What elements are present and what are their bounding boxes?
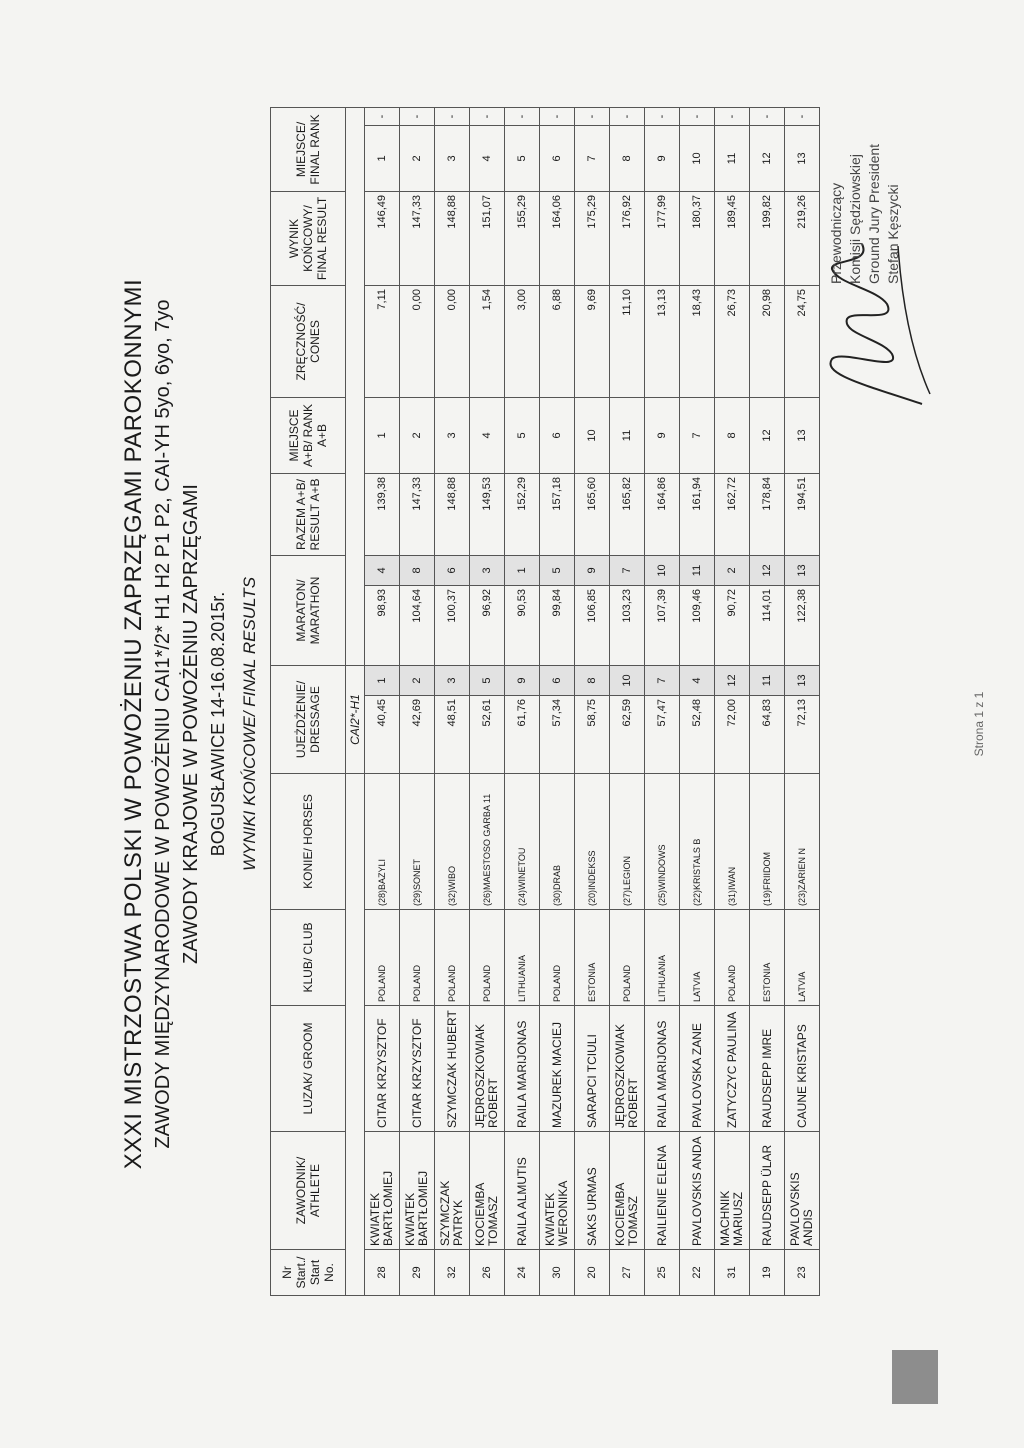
final-rank: 6 xyxy=(540,125,575,191)
club-name: LITHUANIA xyxy=(645,910,680,1006)
cones-score: 9,69 xyxy=(575,285,610,397)
athlete-name: RAILA ALMUTIS xyxy=(505,1132,540,1250)
final-rank: 7 xyxy=(575,125,610,191)
horse-name: (29)SONET xyxy=(400,774,435,910)
prize: - xyxy=(540,107,575,125)
marathon-score: 103,23 xyxy=(610,585,645,665)
cones-score: 6,88 xyxy=(540,285,575,397)
result-ab: 152,29 xyxy=(505,473,540,555)
marathon-score: 104,64 xyxy=(400,585,435,665)
groom-name: RAUDSEPP IMRE xyxy=(750,1006,785,1132)
horse-name: (22)KRISTALS B xyxy=(680,774,715,910)
dressage-rank: 4 xyxy=(680,665,715,695)
dressage-rank: 5 xyxy=(470,665,505,695)
table-row xyxy=(470,107,505,1295)
start-no: 23 xyxy=(785,1250,820,1296)
final-rank: 12 xyxy=(750,125,785,191)
rank-ab: 2 xyxy=(400,397,435,473)
horse-name: (19)FRIIDOM xyxy=(750,774,785,910)
dressage-score: 62,59 xyxy=(610,696,645,774)
final-rank: 8 xyxy=(610,125,645,191)
club-name: ESTONIA xyxy=(750,910,785,1006)
final-result: 180,37 xyxy=(680,191,715,285)
dressage-rank: 13 xyxy=(785,665,820,695)
groom-name: JĘDROSZKOWIAK ROBERT xyxy=(610,1006,645,1132)
groom-name: ZATYCZYC PAULINA xyxy=(715,1006,750,1132)
horse-name: (24)WINETOU xyxy=(505,774,540,910)
result-ab: 178,84 xyxy=(750,473,785,555)
table-row xyxy=(540,107,575,1295)
final-result: 151,07 xyxy=(470,191,505,285)
result-ab: 165,60 xyxy=(575,473,610,555)
athlete-name: RAILIENIE ELENA xyxy=(645,1132,680,1250)
club-name: POLAND xyxy=(610,910,645,1006)
marathon-rank: 13 xyxy=(785,555,820,585)
cones-score: 7,11 xyxy=(365,285,400,397)
table-row xyxy=(400,107,435,1295)
start-no: 31 xyxy=(715,1250,750,1296)
final-result: 164,06 xyxy=(540,191,575,285)
rank-ab: 6 xyxy=(540,397,575,473)
marathon-rank: 6 xyxy=(435,555,470,585)
start-no: 26 xyxy=(470,1250,505,1296)
dressage-score: 72,00 xyxy=(715,696,750,774)
club-name: POLAND xyxy=(470,910,505,1006)
final-result: 189,45 xyxy=(715,191,750,285)
dressage-rank: 9 xyxy=(505,665,540,695)
marathon-rank: 3 xyxy=(470,555,505,585)
dressage-score: 42,69 xyxy=(400,696,435,774)
cones-score: 24,75 xyxy=(785,285,820,397)
table-row xyxy=(505,107,540,1295)
table-row xyxy=(750,107,785,1295)
cones-score: 18,43 xyxy=(680,285,715,397)
dressage-rank: 1 xyxy=(365,665,400,695)
col-start-no: Nr Start./ Start No. xyxy=(271,1250,346,1296)
start-no: 22 xyxy=(680,1250,715,1296)
horse-name: (25)WINDOWS xyxy=(645,774,680,910)
result-ab: 165,82 xyxy=(610,473,645,555)
horse-name: (31)IWAN xyxy=(715,774,750,910)
result-ab: 149,53 xyxy=(470,473,505,555)
results-title: WYNIKI KOŃCOWE/ FINAL RESULTS xyxy=(240,576,259,872)
marathon-score: 106,85 xyxy=(575,585,610,665)
groom-name: RAILA MARIJONAS xyxy=(645,1006,680,1132)
dressage-score: 52,61 xyxy=(470,696,505,774)
groom-name: PAVLOVSKA ZANE xyxy=(680,1006,715,1132)
prize: - xyxy=(505,107,540,125)
athlete-name: RAUDSEPP ÜLAR xyxy=(750,1132,785,1250)
final-rank: 9 xyxy=(645,125,680,191)
company-logo xyxy=(892,1350,938,1404)
athlete-name: KWIATEK BARTŁOMIEJ xyxy=(400,1132,435,1250)
col-final-rank: MIEJSCE/ FINAL RANK xyxy=(271,107,346,191)
marathon-rank: 2 xyxy=(715,555,750,585)
result-ab: 162,72 xyxy=(715,473,750,555)
rank-ab: 13 xyxy=(785,397,820,473)
horse-name: (27)LEGION xyxy=(610,774,645,910)
table-body xyxy=(346,107,820,1295)
marathon-rank: 11 xyxy=(680,555,715,585)
dressage-rank: 6 xyxy=(540,665,575,695)
horse-name: (26)MAESTOSO GARBA 11 xyxy=(470,774,505,910)
marathon-rank: 8 xyxy=(400,555,435,585)
cones-score: 3,00 xyxy=(505,285,540,397)
table-row xyxy=(715,107,750,1295)
marathon-rank: 1 xyxy=(505,555,540,585)
marathon-score: 114,01 xyxy=(750,585,785,665)
final-result: 146,49 xyxy=(365,191,400,285)
rank-ab: 10 xyxy=(575,397,610,473)
start-no: 19 xyxy=(750,1250,785,1296)
marathon-score: 90,53 xyxy=(505,585,540,665)
marathon-rank: 4 xyxy=(365,555,400,585)
horse-name: (32)WIBO xyxy=(435,774,470,910)
club-name: LATVIA xyxy=(785,910,820,1006)
dressage-rank: 2 xyxy=(400,665,435,695)
marathon-score: 107,39 xyxy=(645,585,680,665)
marathon-score: 90,72 xyxy=(715,585,750,665)
rank-ab: 12 xyxy=(750,397,785,473)
groom-name: MAZUREK MACIEJ xyxy=(540,1006,575,1132)
prize: - xyxy=(575,107,610,125)
result-ab: 147,33 xyxy=(400,473,435,555)
cones-score: 13,13 xyxy=(645,285,680,397)
result-ab: 161,94 xyxy=(680,473,715,555)
dressage-score: 64,83 xyxy=(750,696,785,774)
start-no: 30 xyxy=(540,1250,575,1296)
club-name: POLAND xyxy=(435,910,470,1006)
groom-name: CITAR KRZYSZTOF xyxy=(400,1006,435,1132)
rank-ab: 3 xyxy=(435,397,470,473)
final-rank: 11 xyxy=(715,125,750,191)
groom-name: SZYMCZAK HUBERT xyxy=(435,1006,470,1132)
dressage-rank: 3 xyxy=(435,665,470,695)
prize: - xyxy=(470,107,505,125)
col-marathon: MARATON/ MARATHON xyxy=(271,555,346,665)
dressage-score: 40,45 xyxy=(365,696,400,774)
final-result: 147,33 xyxy=(400,191,435,285)
international-title: ZAWODY MIĘDZYNARODOWE W POWOŻENIU CAI1*/2* H1 H2 P1 P2, CAI-YH 5yo, 6yo, 7yo xyxy=(152,299,174,1149)
dressage-score: 57,47 xyxy=(645,696,680,774)
col-rank-ab: MIEJSCE A+B/ RANK A+B xyxy=(271,397,346,473)
col-cones: ZRĘCZNOŚĆ/ CONES xyxy=(271,285,346,397)
club-name: POLAND xyxy=(715,910,750,1006)
groom-name: CAUNE KRISTAPS xyxy=(785,1006,820,1132)
groom-name: RAILA MARIJONAS xyxy=(505,1006,540,1132)
cones-score: 20,98 xyxy=(750,285,785,397)
page-number: Strona 1 z 1 xyxy=(972,691,986,757)
dressage-rank: 10 xyxy=(610,665,645,695)
col-final-result: WYNIK KOŃCOWY/ FINAL RESULT xyxy=(271,191,346,285)
table-row xyxy=(435,107,470,1295)
final-rank: 1 xyxy=(365,125,400,191)
athlete-name: KWIATEK WERONIKA xyxy=(540,1132,575,1250)
final-result: 176,92 xyxy=(610,191,645,285)
col-athlete: ZAWODNIK/ ATHLETE xyxy=(271,1132,346,1250)
result-ab: 157,18 xyxy=(540,473,575,555)
start-no: 27 xyxy=(610,1250,645,1296)
signature-block xyxy=(827,24,903,284)
cones-score: 0,00 xyxy=(400,285,435,397)
category-label: CAI2*-H1 xyxy=(346,665,365,773)
marathon-score: 109,46 xyxy=(680,585,715,665)
club-name: LATVIA xyxy=(680,910,715,1006)
start-no: 29 xyxy=(400,1250,435,1296)
final-result: 177,99 xyxy=(645,191,680,285)
cones-score: 1,54 xyxy=(470,285,505,397)
prize: - xyxy=(645,107,680,125)
marathon-score: 98,93 xyxy=(365,585,400,665)
venue-date: BOGUSŁAWICE 14-16.08.2015r. xyxy=(208,591,228,857)
horse-name: (30)DRAB xyxy=(540,774,575,910)
dressage-score: 57,34 xyxy=(540,696,575,774)
final-rank: 4 xyxy=(470,125,505,191)
cones-score: 11,10 xyxy=(610,285,645,397)
athlete-name: SAKS URMAS xyxy=(575,1132,610,1250)
start-no: 32 xyxy=(435,1250,470,1296)
club-name: LITHUANIA xyxy=(505,910,540,1006)
table-row xyxy=(645,107,680,1295)
athlete-name: KWIATEK BARTŁOMIEJ xyxy=(365,1132,400,1250)
rank-ab: 8 xyxy=(715,397,750,473)
final-rank: 2 xyxy=(400,125,435,191)
marathon-rank: 10 xyxy=(645,555,680,585)
col-result-ab: RAZEM A+B/ RESULT A+B xyxy=(271,473,346,555)
horse-name: (28)BAZYLI xyxy=(365,774,400,910)
prize: - xyxy=(715,107,750,125)
marathon-rank: 12 xyxy=(750,555,785,585)
prize: - xyxy=(365,107,400,125)
prize: - xyxy=(750,107,785,125)
rank-ab: 5 xyxy=(505,397,540,473)
groom-name: CITAR KRZYSZTOF xyxy=(365,1006,400,1132)
final-result: 148,88 xyxy=(435,191,470,285)
col-groom: LUZAK/ GROOM xyxy=(271,1006,346,1132)
signature-role: Przewodniczący xyxy=(828,182,844,284)
col-horses: KONIE/ HORSES xyxy=(271,774,346,910)
prize: - xyxy=(610,107,645,125)
table-row xyxy=(365,107,400,1295)
start-no: 20 xyxy=(575,1250,610,1296)
athlete-name: KOCIEMBA TOMASZ xyxy=(610,1132,645,1250)
final-result: 199,82 xyxy=(750,191,785,285)
marathon-rank: 7 xyxy=(610,555,645,585)
dressage-rank: 8 xyxy=(575,665,610,695)
rank-ab: 9 xyxy=(645,397,680,473)
championship-title: XXXI MISTRZOSTWA POLSKI W POWOŻENIU ZAPRZĘGAMI PAROKONNYMI xyxy=(120,278,147,1170)
athlete-name: MACHNIK MARIUSZ xyxy=(715,1132,750,1250)
final-result: 219,26 xyxy=(785,191,820,285)
result-ab: 148,88 xyxy=(435,473,470,555)
athlete-name: PAVLOVSKIS ANDIS xyxy=(785,1132,820,1250)
athlete-name: KOCIEMBA TOMASZ xyxy=(470,1132,505,1250)
final-rank: 10 xyxy=(680,125,715,191)
results-table xyxy=(270,107,820,1296)
table-row xyxy=(575,107,610,1295)
dressage-rank: 11 xyxy=(750,665,785,695)
result-ab: 139,38 xyxy=(365,473,400,555)
groom-name: JĘDROSZKOWIAK ROBERT xyxy=(470,1006,505,1132)
final-rank: 13 xyxy=(785,125,820,191)
dressage-score: 58,75 xyxy=(575,696,610,774)
col-dressage: UJEŻDŻENIE/ DRESSAGE xyxy=(271,665,346,773)
results-sheet xyxy=(22,24,1002,1424)
marathon-score: 122,38 xyxy=(785,585,820,665)
prize: - xyxy=(785,107,820,125)
horse-name: (20)INDEKSS xyxy=(575,774,610,910)
rank-ab: 1 xyxy=(365,397,400,473)
table-row xyxy=(680,107,715,1295)
horse-name: (23)ZARIEN N xyxy=(785,774,820,910)
start-no: 28 xyxy=(365,1250,400,1296)
club-name: POLAND xyxy=(400,910,435,1006)
col-club: KLUB/ CLUB xyxy=(271,910,346,1006)
national-title: ZAWODY KRAJOWE W POWOŻENIU ZAPRZĘGAMI xyxy=(180,484,202,965)
final-rank: 5 xyxy=(505,125,540,191)
prize: - xyxy=(680,107,715,125)
club-name: POLAND xyxy=(365,910,400,1006)
final-result: 175,29 xyxy=(575,191,610,285)
start-no: 24 xyxy=(505,1250,540,1296)
signature-name: Stefan Kęszycki xyxy=(885,184,901,284)
marathon-rank: 9 xyxy=(575,555,610,585)
rank-ab: 4 xyxy=(470,397,505,473)
table-header-row xyxy=(271,107,346,1295)
dressage-score: 72,13 xyxy=(785,696,820,774)
groom-name: SARAPCI TCIULI xyxy=(575,1006,610,1132)
marathon-score: 100,37 xyxy=(435,585,470,665)
start-no: 25 xyxy=(645,1250,680,1296)
club-name: POLAND xyxy=(540,910,575,1006)
dressage-score: 48,51 xyxy=(435,696,470,774)
prize: - xyxy=(435,107,470,125)
dressage-score: 61,76 xyxy=(505,696,540,774)
athlete-name: SZYMCZAK PATRYK xyxy=(435,1132,470,1250)
club-name: ESTONIA xyxy=(575,910,610,1006)
rank-ab: 11 xyxy=(610,397,645,473)
table-row xyxy=(610,107,645,1295)
dressage-rank: 12 xyxy=(715,665,750,695)
marathon-rank: 5 xyxy=(540,555,575,585)
dressage-rank: 7 xyxy=(645,665,680,695)
result-ab: 164,86 xyxy=(645,473,680,555)
final-result: 155,29 xyxy=(505,191,540,285)
signature-committee: Komisji Sędziowskiej xyxy=(847,154,863,284)
category-row xyxy=(346,107,365,1295)
marathon-score: 96,92 xyxy=(470,585,505,665)
cones-score: 26,73 xyxy=(715,285,750,397)
dressage-score: 52,48 xyxy=(680,696,715,774)
signature-role-en: Ground Jury President xyxy=(866,143,882,284)
marathon-score: 99,84 xyxy=(540,585,575,665)
result-ab: 194,51 xyxy=(785,473,820,555)
cones-score: 0,00 xyxy=(435,285,470,397)
prize: - xyxy=(400,107,435,125)
rank-ab: 7 xyxy=(680,397,715,473)
athlete-name: PAVLOVSKIS ANDA xyxy=(680,1132,715,1250)
final-rank: 3 xyxy=(435,125,470,191)
